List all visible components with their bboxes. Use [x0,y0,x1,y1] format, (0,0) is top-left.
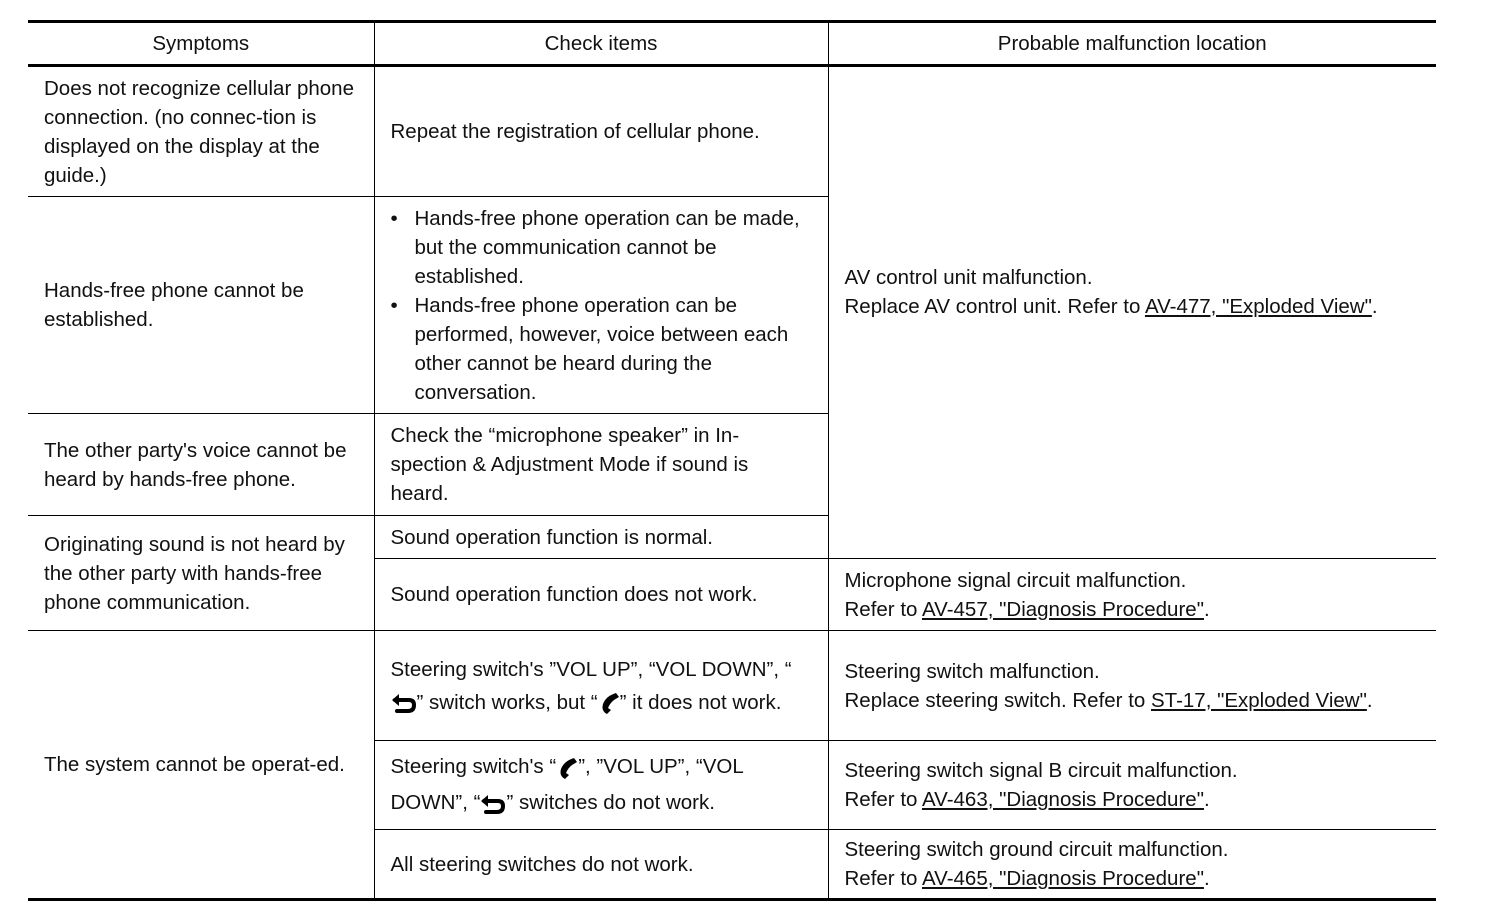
check-sound-not-work: Sound operation function does not work. [374,559,828,631]
check-bullet-list [391,204,812,407]
diagnosis-table [28,20,1436,901]
check-steering-vol-works: Steering switch's ”VOL UP”, “VOL DOWN”, “” switch works, but “ ” it does not work. [374,631,828,741]
mic-line2: Refer to AV-457, "Diagnosis Procedure". [844,597,1210,621]
check-sound-normal: Sound operation function is normal. [374,516,828,559]
symptom-voice-not-heard: The other party's voice cannot be heard by hands-free phone. [28,414,374,516]
phone-handset-icon [556,756,578,780]
av-457-link[interactable]: AV-457, "Diagnosis Procedure" [922,597,1204,621]
check-handsfree-bullets [374,197,828,414]
av-463-link[interactable]: AV-463, "Diagnosis Procedure" [922,788,1204,811]
st-17-link[interactable]: ST-17, "Exploded View" [1151,688,1367,712]
header-probable-location: Probable malfunction location [828,22,1436,66]
av-477-link[interactable]: AV-477, "Exploded View" [1144,294,1372,318]
location-steering-switch [828,631,1436,741]
signal-b-line2: Refer to AV-463, "Diagnosis Procedure". [844,788,1210,811]
symptom-no-connection: Does not recognize cellular phone connection. (no connec-tion is displayed on the display at the guide.) [28,66,374,197]
mic-line1: Microphone signal circuit malfunction. [844,568,1187,592]
ground-line1: Steering switch ground circuit malfunction. [844,838,1229,861]
signal-b-line1: Steering switch signal B circuit malfunction. [844,759,1238,782]
check-steering-phone-vol: Steering switch's “ ”, ”VOL UP”, “VOL DOWN”, “ ” switches do not work. [374,741,828,830]
steer-line1: Steering switch malfunction. [844,659,1100,683]
check-microphone-speaker: Check the “microphone speaker” in In-spection & Adjustment Mode if sound is heard. [374,414,828,516]
back-arrow-icon [480,793,506,815]
symptom-handsfree-not-established: Hands-free phone cannot be established. [28,197,374,414]
check-repeat-registration: Repeat the registration of cellular phone. [374,66,828,197]
header-check-items: Check items [374,22,828,66]
check-all-steering: All steering switches do not work. [374,830,828,900]
phone-handset-icon [598,691,620,715]
av-unit-line1: AV control unit malfunction. [844,265,1093,289]
location-signal-b-circuit [828,741,1436,830]
back-arrow-icon [391,692,417,714]
av-465-link[interactable]: AV-465, "Diagnosis Procedure" [922,867,1204,890]
check-bullet-1: • Hands-free phone operation can be made, but the communication cannot be established. [391,204,812,291]
symptom-system-not-operated: The system cannot be operat-ed. [28,631,374,900]
location-av-control-unit [828,66,1436,559]
ground-line2: Refer to AV-465, "Diagnosis Procedure". [844,867,1210,890]
symptom-originating-sound: Originating sound is not heard by the other party with hands-free phone communication. [28,516,374,631]
steer-line2: Replace steering switch. Refer to ST-17, "Exploded View". [844,688,1373,712]
av-unit-line2: Replace AV control unit. Refer to AV-477, "Exploded View". [844,294,1378,318]
location-microphone-circuit [828,559,1436,631]
check-bullet-2: • Hands-free phone operation can be performed, however, voice between each other cannot be heard during the conversation. [391,291,812,407]
header-symptoms: Symptoms [28,22,374,66]
location-ground-circuit [828,830,1436,900]
